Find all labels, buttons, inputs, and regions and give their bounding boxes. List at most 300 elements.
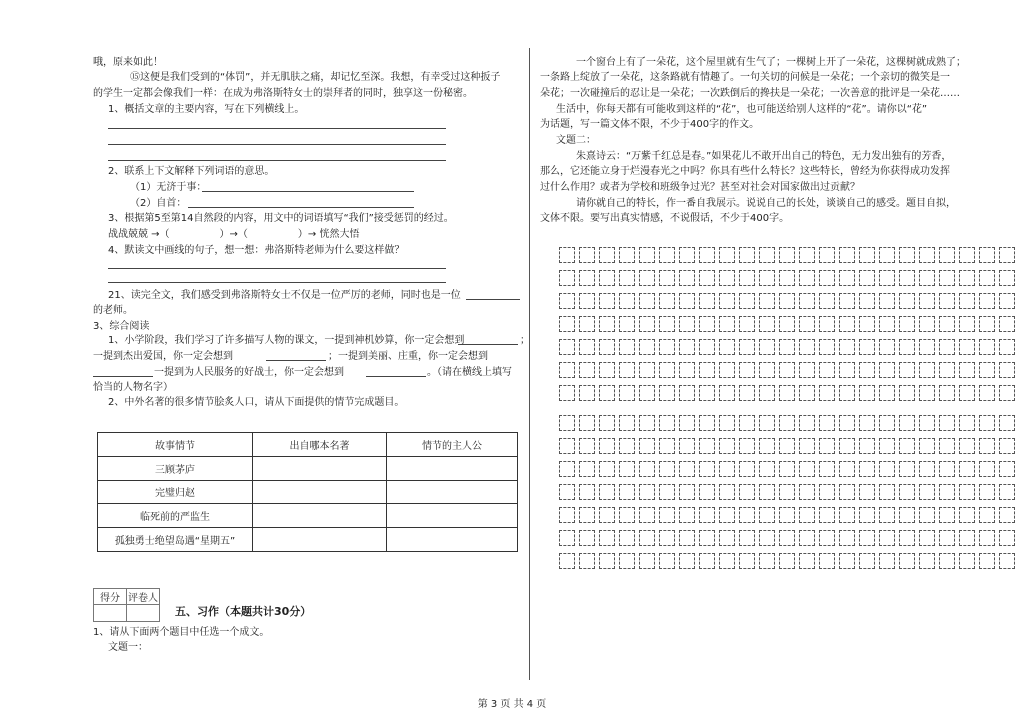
grid-cell[interactable] (639, 461, 655, 477)
grid-cell[interactable] (959, 270, 975, 286)
grid-cell[interactable] (639, 507, 655, 523)
grid-cell[interactable] (919, 270, 935, 286)
answer-line[interactable] (466, 299, 520, 300)
grid-cell[interactable] (879, 270, 895, 286)
grid-cell[interactable] (979, 553, 995, 569)
grid-cell[interactable] (779, 270, 795, 286)
grid-cell[interactable] (659, 507, 675, 523)
grid-cell[interactable] (639, 316, 655, 332)
grid-cell[interactable] (679, 507, 695, 523)
grid-cell[interactable] (999, 530, 1015, 546)
grid-cell[interactable] (899, 339, 915, 355)
grid-cell[interactable] (799, 339, 815, 355)
grid-cell[interactable] (999, 362, 1015, 378)
answer-cell[interactable] (253, 528, 387, 552)
grid-cell[interactable] (659, 415, 675, 431)
grid-cell[interactable] (619, 530, 635, 546)
grid-cell[interactable] (679, 530, 695, 546)
grid-cell[interactable] (579, 362, 595, 378)
grid-cell[interactable] (999, 507, 1015, 523)
grid-cell[interactable] (719, 247, 735, 263)
grid-cell[interactable] (559, 339, 575, 355)
grid-cell[interactable] (639, 553, 655, 569)
grid-cell[interactable] (819, 553, 835, 569)
grid-cell[interactable] (959, 484, 975, 500)
grid-cell[interactable] (899, 270, 915, 286)
grid-cell[interactable] (599, 247, 615, 263)
grid-cell[interactable] (699, 438, 715, 454)
grid-cell[interactable] (859, 316, 875, 332)
grid-cell[interactable] (879, 507, 895, 523)
grid-cell[interactable] (779, 362, 795, 378)
grid-cell[interactable] (859, 270, 875, 286)
grid-cell[interactable] (859, 339, 875, 355)
answer-cell[interactable] (253, 456, 387, 480)
grid-cell[interactable] (979, 339, 995, 355)
answer-line[interactable] (108, 282, 446, 283)
grid-cell[interactable] (859, 415, 875, 431)
grid-cell[interactable] (639, 438, 655, 454)
grid-cell[interactable] (579, 553, 595, 569)
grid-cell[interactable] (659, 247, 675, 263)
grid-cell[interactable] (799, 484, 815, 500)
grid-cell[interactable] (719, 385, 735, 401)
grid-cell[interactable] (779, 415, 795, 431)
grid-cell[interactable] (979, 293, 995, 309)
grid-cell[interactable] (619, 461, 635, 477)
grid-cell[interactable] (619, 339, 635, 355)
grid-cell[interactable] (939, 339, 955, 355)
grid-cell[interactable] (759, 553, 775, 569)
grid-cell[interactable] (799, 461, 815, 477)
grid-cell[interactable] (699, 247, 715, 263)
grid-cell[interactable] (759, 507, 775, 523)
grid-cell[interactable] (999, 270, 1015, 286)
grid-cell[interactable] (579, 385, 595, 401)
grid-cell[interactable] (899, 362, 915, 378)
grid-cell[interactable] (759, 316, 775, 332)
grid-cell[interactable] (559, 530, 575, 546)
grid-cell[interactable] (699, 385, 715, 401)
grid-cell[interactable] (659, 316, 675, 332)
grid-cell[interactable] (759, 247, 775, 263)
grid-cell[interactable] (879, 415, 895, 431)
grid-cell[interactable] (799, 247, 815, 263)
answer-line[interactable] (108, 268, 446, 269)
grid-cell[interactable] (899, 438, 915, 454)
grid-cell[interactable] (699, 270, 715, 286)
grid-cell[interactable] (619, 316, 635, 332)
grid-cell[interactable] (699, 339, 715, 355)
grid-cell[interactable] (779, 293, 795, 309)
grid-cell[interactable] (579, 415, 595, 431)
grid-cell[interactable] (939, 553, 955, 569)
grid-cell[interactable] (599, 530, 615, 546)
grid-cell[interactable] (819, 339, 835, 355)
grid-cell[interactable] (779, 530, 795, 546)
grid-cell[interactable] (959, 385, 975, 401)
grid-cell[interactable] (999, 553, 1015, 569)
grid-cell[interactable] (699, 293, 715, 309)
grid-cell[interactable] (879, 293, 895, 309)
grid-cell[interactable] (739, 385, 755, 401)
grid-cell[interactable] (799, 438, 815, 454)
grid-cell[interactable] (679, 293, 695, 309)
grid-cell[interactable] (619, 484, 635, 500)
grid-cell[interactable] (859, 553, 875, 569)
grid-cell[interactable] (699, 530, 715, 546)
answer-line[interactable] (458, 344, 518, 345)
grid-cell[interactable] (959, 247, 975, 263)
grid-cell[interactable] (659, 385, 675, 401)
grid-cell[interactable] (579, 507, 595, 523)
grid-cell[interactable] (619, 553, 635, 569)
grid-cell[interactable] (939, 415, 955, 431)
grid-cell[interactable] (579, 530, 595, 546)
grid-cell[interactable] (939, 438, 955, 454)
grid-cell[interactable] (819, 385, 835, 401)
grid-cell[interactable] (619, 362, 635, 378)
grid-cell[interactable] (839, 553, 855, 569)
grid-cell[interactable] (979, 461, 995, 477)
grid-cell[interactable] (739, 553, 755, 569)
answer-cell[interactable] (387, 504, 518, 528)
answer-cell[interactable] (387, 480, 518, 504)
grid-cell[interactable] (719, 438, 735, 454)
grid-cell[interactable] (659, 438, 675, 454)
grid-cell[interactable] (879, 461, 895, 477)
grid-cell[interactable] (919, 461, 935, 477)
grid-cell[interactable] (599, 385, 615, 401)
grid-cell[interactable] (819, 316, 835, 332)
grid-cell[interactable] (759, 362, 775, 378)
grid-cell[interactable] (619, 270, 635, 286)
grid-cell[interactable] (979, 362, 995, 378)
grid-cell[interactable] (779, 507, 795, 523)
grid-cell[interactable] (599, 339, 615, 355)
grid-cell[interactable] (739, 293, 755, 309)
grid-cell[interactable] (679, 553, 695, 569)
grid-cell[interactable] (899, 484, 915, 500)
grid-cell[interactable] (979, 270, 995, 286)
grid-cell[interactable] (819, 293, 835, 309)
grid-cell[interactable] (719, 293, 735, 309)
grid-cell[interactable] (859, 461, 875, 477)
grid-cell[interactable] (959, 362, 975, 378)
answer-line[interactable] (366, 376, 426, 377)
grid-cell[interactable] (979, 415, 995, 431)
grid-cell[interactable] (719, 461, 735, 477)
grid-cell[interactable] (999, 293, 1015, 309)
grid-cell[interactable] (579, 293, 595, 309)
grid-cell[interactable] (579, 247, 595, 263)
grid-cell[interactable] (959, 553, 975, 569)
grid-cell[interactable] (939, 293, 955, 309)
grid-cell[interactable] (579, 461, 595, 477)
grid-cell[interactable] (859, 438, 875, 454)
grid-cell[interactable] (559, 553, 575, 569)
grid-cell[interactable] (599, 293, 615, 309)
grid-cell[interactable] (899, 385, 915, 401)
grid-cell[interactable] (919, 339, 935, 355)
grid-cell[interactable] (559, 293, 575, 309)
grid-cell[interactable] (719, 270, 735, 286)
grid-cell[interactable] (779, 247, 795, 263)
answer-line[interactable] (108, 128, 446, 129)
grid-cell[interactable] (999, 461, 1015, 477)
grid-cell[interactable] (779, 484, 795, 500)
answer-cell[interactable] (387, 528, 518, 552)
grid-cell[interactable] (559, 484, 575, 500)
grid-cell[interactable] (879, 484, 895, 500)
grid-cell[interactable] (879, 385, 895, 401)
grid-cell[interactable] (979, 316, 995, 332)
grid-cell[interactable] (919, 385, 935, 401)
grid-cell[interactable] (919, 247, 935, 263)
grid-cell[interactable] (919, 293, 935, 309)
grid-cell[interactable] (559, 270, 575, 286)
grid-cell[interactable] (859, 362, 875, 378)
grid-cell[interactable] (719, 339, 735, 355)
grid-cell[interactable] (599, 553, 615, 569)
grid-cell[interactable] (839, 530, 855, 546)
grid-cell[interactable] (579, 270, 595, 286)
grid-cell[interactable] (939, 270, 955, 286)
grid-cell[interactable] (879, 438, 895, 454)
grid-cell[interactable] (859, 385, 875, 401)
grid-cell[interactable] (799, 385, 815, 401)
grid-cell[interactable] (679, 461, 695, 477)
grid-cell[interactable] (899, 293, 915, 309)
grid-cell[interactable] (799, 415, 815, 431)
answer-cell[interactable] (253, 504, 387, 528)
grid-cell[interactable] (579, 339, 595, 355)
grid-cell[interactable] (979, 438, 995, 454)
grid-cell[interactable] (819, 270, 835, 286)
grid-cell[interactable] (679, 438, 695, 454)
grid-cell[interactable] (599, 461, 615, 477)
grid-cell[interactable] (839, 270, 855, 286)
grid-cell[interactable] (559, 415, 575, 431)
grid-cell[interactable] (919, 316, 935, 332)
grid-cell[interactable] (799, 507, 815, 523)
grid-cell[interactable] (659, 553, 675, 569)
grid-cell[interactable] (919, 362, 935, 378)
grid-cell[interactable] (719, 484, 735, 500)
grid-cell[interactable] (999, 339, 1015, 355)
grid-cell[interactable] (939, 484, 955, 500)
grid-cell[interactable] (679, 385, 695, 401)
grid-cell[interactable] (919, 438, 935, 454)
grid-cell[interactable] (899, 415, 915, 431)
grader-cell[interactable] (127, 605, 160, 622)
grid-cell[interactable] (839, 507, 855, 523)
grid-cell[interactable] (759, 530, 775, 546)
grid-cell[interactable] (659, 339, 675, 355)
grid-cell[interactable] (779, 553, 795, 569)
grid-cell[interactable] (759, 270, 775, 286)
grid-cell[interactable] (959, 530, 975, 546)
grid-cell[interactable] (839, 385, 855, 401)
grid-cell[interactable] (719, 530, 735, 546)
grid-cell[interactable] (919, 507, 935, 523)
grid-cell[interactable] (779, 339, 795, 355)
grid-cell[interactable] (759, 293, 775, 309)
grid-cell[interactable] (859, 530, 875, 546)
grid-cell[interactable] (619, 247, 635, 263)
grid-cell[interactable] (699, 362, 715, 378)
grid-cell[interactable] (859, 484, 875, 500)
answer-line[interactable] (93, 376, 153, 377)
grid-cell[interactable] (759, 484, 775, 500)
grid-cell[interactable] (919, 415, 935, 431)
grid-cell[interactable] (619, 293, 635, 309)
grid-cell[interactable] (959, 461, 975, 477)
grid-cell[interactable] (739, 530, 755, 546)
grid-cell[interactable] (879, 362, 895, 378)
grid-cell[interactable] (979, 247, 995, 263)
grid-cell[interactable] (939, 385, 955, 401)
grid-cell[interactable] (679, 484, 695, 500)
grid-cell[interactable] (859, 247, 875, 263)
grid-cell[interactable] (899, 530, 915, 546)
grid-cell[interactable] (759, 415, 775, 431)
grid-cell[interactable] (899, 461, 915, 477)
grid-cell[interactable] (639, 415, 655, 431)
grid-cell[interactable] (799, 270, 815, 286)
grid-cell[interactable] (739, 461, 755, 477)
grid-cell[interactable] (719, 316, 735, 332)
grid-cell[interactable] (659, 270, 675, 286)
grid-cell[interactable] (599, 316, 615, 332)
grid-cell[interactable] (979, 507, 995, 523)
grid-cell[interactable] (639, 484, 655, 500)
grid-cell[interactable] (719, 553, 735, 569)
grid-cell[interactable] (839, 484, 855, 500)
grid-cell[interactable] (799, 293, 815, 309)
grid-cell[interactable] (939, 362, 955, 378)
grid-cell[interactable] (799, 362, 815, 378)
grid-cell[interactable] (979, 530, 995, 546)
grid-cell[interactable] (739, 316, 755, 332)
grid-cell[interactable] (819, 461, 835, 477)
grid-cell[interactable] (959, 415, 975, 431)
answer-cell[interactable] (387, 456, 518, 480)
grid-cell[interactable] (839, 339, 855, 355)
grid-cell[interactable] (639, 339, 655, 355)
grid-cell[interactable] (839, 438, 855, 454)
grid-cell[interactable] (819, 438, 835, 454)
grid-cell[interactable] (699, 316, 715, 332)
grid-cell[interactable] (679, 247, 695, 263)
grid-cell[interactable] (759, 385, 775, 401)
grid-cell[interactable] (619, 385, 635, 401)
grid-cell[interactable] (879, 247, 895, 263)
grid-cell[interactable] (639, 385, 655, 401)
grid-cell[interactable] (879, 530, 895, 546)
grid-cell[interactable] (979, 385, 995, 401)
grid-cell[interactable] (679, 415, 695, 431)
grid-cell[interactable] (819, 415, 835, 431)
grid-cell[interactable] (559, 362, 575, 378)
grid-cell[interactable] (699, 553, 715, 569)
grid-cell[interactable] (579, 484, 595, 500)
grid-cell[interactable] (839, 461, 855, 477)
grid-cell[interactable] (959, 316, 975, 332)
grid-cell[interactable] (599, 438, 615, 454)
grid-cell[interactable] (699, 415, 715, 431)
answer-line[interactable] (266, 360, 326, 361)
grid-cell[interactable] (679, 270, 695, 286)
grid-cell[interactable] (839, 247, 855, 263)
grid-cell[interactable] (859, 507, 875, 523)
grid-cell[interactable] (739, 507, 755, 523)
grid-cell[interactable] (599, 415, 615, 431)
grid-cell[interactable] (959, 293, 975, 309)
grid-cell[interactable] (999, 247, 1015, 263)
grid-cell[interactable] (979, 484, 995, 500)
grid-cell[interactable] (579, 438, 595, 454)
grid-cell[interactable] (559, 461, 575, 477)
grid-cell[interactable] (679, 362, 695, 378)
grid-cell[interactable] (619, 507, 635, 523)
grid-cell[interactable] (919, 553, 935, 569)
grid-cell[interactable] (939, 461, 955, 477)
grid-cell[interactable] (579, 316, 595, 332)
grid-cell[interactable] (559, 438, 575, 454)
grid-cell[interactable] (699, 507, 715, 523)
grid-cell[interactable] (759, 438, 775, 454)
grid-cell[interactable] (719, 415, 735, 431)
grid-cell[interactable] (739, 339, 755, 355)
grid-cell[interactable] (879, 339, 895, 355)
grid-cell[interactable] (619, 438, 635, 454)
answer-line[interactable] (202, 191, 414, 192)
grid-cell[interactable] (939, 530, 955, 546)
grid-cell[interactable] (679, 316, 695, 332)
grid-cell[interactable] (819, 484, 835, 500)
grid-cell[interactable] (999, 438, 1015, 454)
grid-cell[interactable] (819, 530, 835, 546)
grid-cell[interactable] (799, 530, 815, 546)
grid-cell[interactable] (999, 385, 1015, 401)
grid-cell[interactable] (599, 484, 615, 500)
grid-cell[interactable] (559, 247, 575, 263)
grid-cell[interactable] (659, 362, 675, 378)
grid-cell[interactable] (819, 507, 835, 523)
grid-cell[interactable] (639, 530, 655, 546)
grid-cell[interactable] (659, 461, 675, 477)
answer-line[interactable] (108, 160, 446, 161)
grid-cell[interactable] (939, 316, 955, 332)
grid-cell[interactable] (659, 293, 675, 309)
grid-cell[interactable] (719, 362, 735, 378)
answer-cell[interactable] (253, 480, 387, 504)
grid-cell[interactable] (599, 270, 615, 286)
grid-cell[interactable] (759, 461, 775, 477)
grid-cell[interactable] (779, 438, 795, 454)
grid-cell[interactable] (559, 385, 575, 401)
grid-cell[interactable] (619, 415, 635, 431)
grid-cell[interactable] (739, 270, 755, 286)
grid-cell[interactable] (739, 415, 755, 431)
grid-cell[interactable] (739, 247, 755, 263)
grid-cell[interactable] (919, 484, 935, 500)
grid-cell[interactable] (879, 553, 895, 569)
grid-cell[interactable] (939, 247, 955, 263)
grid-cell[interactable] (879, 316, 895, 332)
grid-cell[interactable] (819, 247, 835, 263)
